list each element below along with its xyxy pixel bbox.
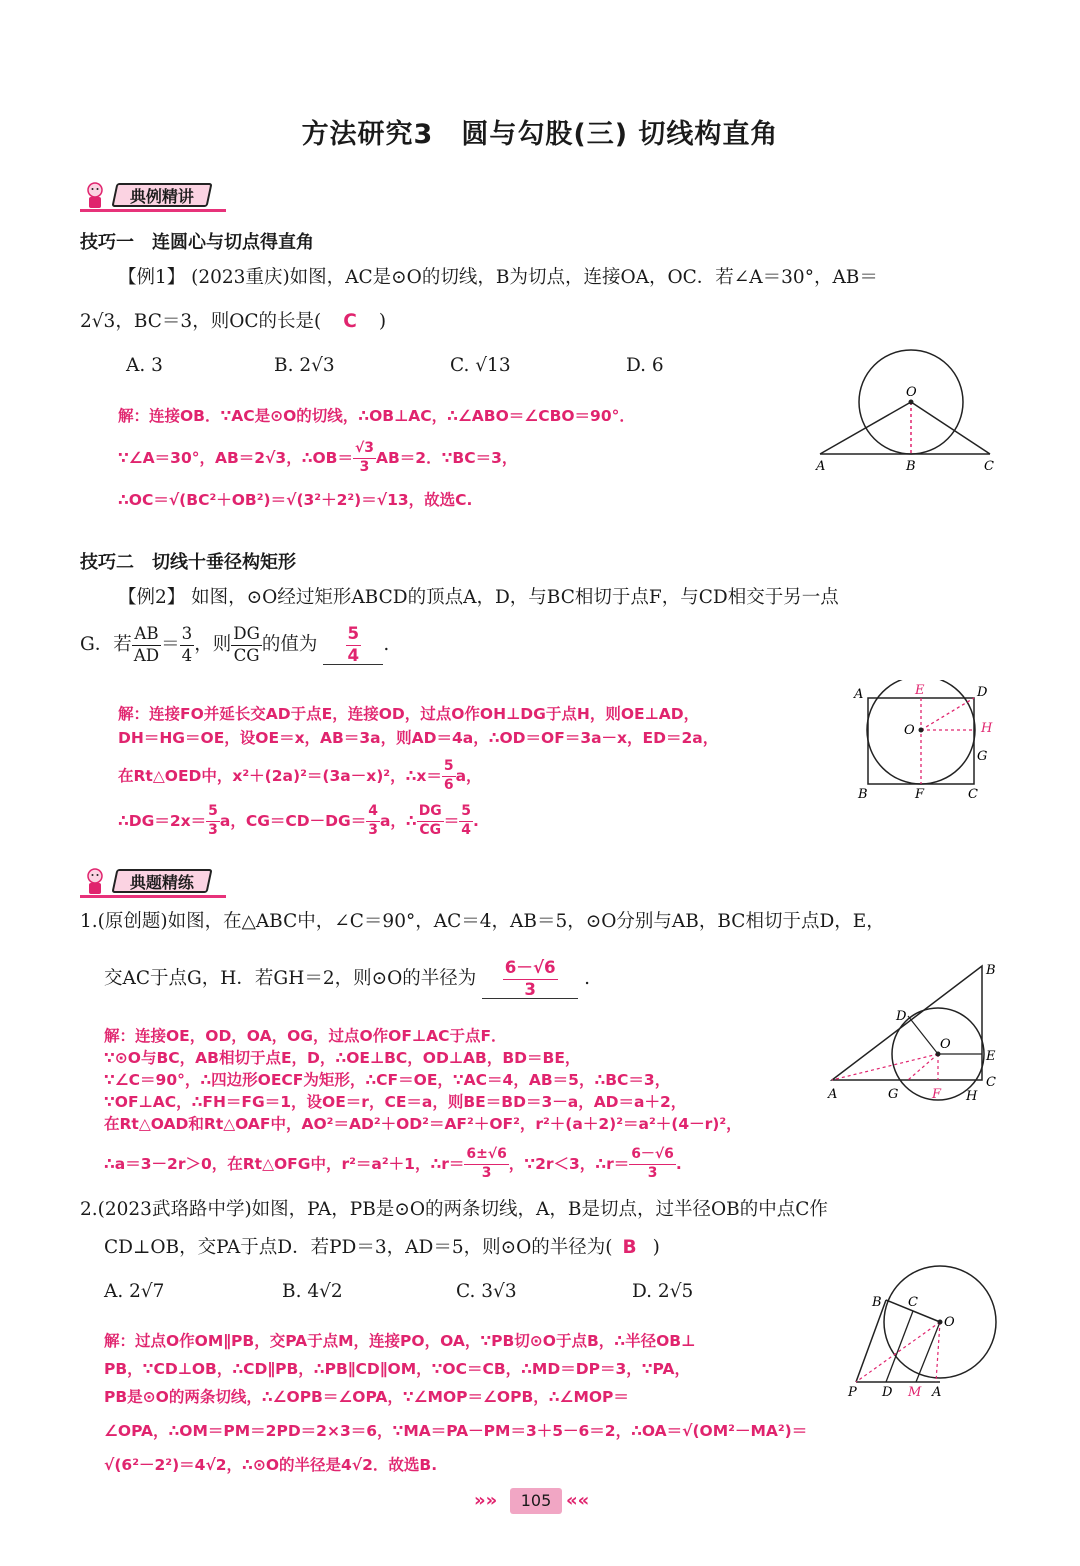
question2-line1: 2.(2023武珞路中学)如图，PA，PB是⊙O的两条切线，A，B是切点，过半径OB的中点C作 [80,1199,828,1220]
mascot-icon [80,866,110,896]
svg-text:O: O [904,723,915,738]
question1-answer: $\frac{6-√6}{3}$ [504,958,556,999]
example1-line2: 2√3，BC＝3，则OC的长是( C ) [80,311,387,332]
svg-text:E: E [915,683,925,698]
question2-option-b: B. 4√2 [282,1281,343,1302]
example1-solution-3: ∴OC＝√(BC²＋OB²)＝√(3²＋2²)＝√13，故选C. [118,491,473,509]
label-o: O [906,385,917,400]
svg-text:A: A [828,1087,838,1102]
tangent-pb [856,1300,886,1382]
svg-text:D: D [896,1009,907,1024]
segment-oc [911,402,990,454]
question2-answer: B [622,1237,637,1258]
svg-text:C: C [968,787,978,802]
question2-option-d: D. 2√5 [632,1281,694,1302]
svg-text:C: C [986,1075,996,1090]
question1-solution-3: ∵∠C＝90°，∴四边形OECF为矩形，∴CF＝OE，∵AC＝4，AB＝5，∴BC＝3， [104,1071,671,1089]
example2-solution-2: DH＝HG＝OE，设OE＝x，AB＝3a，则AD＝4a，∴OD＝OF＝3a－x，ED＝2a， [118,729,719,747]
page-number: 105 [510,1488,562,1514]
label-a: A [816,459,826,474]
mascot-icon [80,180,110,210]
figure-example1 [810,340,1000,480]
question2-option-c: C. 3√3 [456,1281,517,1302]
segment-oa [820,402,911,454]
section-banner-practice [80,866,226,896]
example1-option-a: A. 3 [126,355,163,376]
question2-solution-1: 解：过点O作OM∥PB，交PA于点M，连接PO，OA，∵PB切⊙O于点B，∴半径OB⊥ [104,1332,696,1350]
svg-text:P: P [848,1385,857,1400]
svg-text:G: G [888,1087,899,1102]
question2-solution-5: √(6²－2²)＝4√2，∴⊙O的半径是4√2．故选B. [104,1456,438,1474]
svg-text:D: D [977,685,988,700]
svg-text:D: D [882,1385,893,1400]
question1-solution-5: 在Rt△OAD和Rt△OAF中，AO²＝AD²＋OD²＝AF²＋OF²，r²＋(a＋2)²＝a²＋(4－r)²， [104,1115,742,1133]
page-arrows-left-icon: »» [474,1490,498,1511]
page-title: 方法研究3 圆与勾股(三) 切线构直角 [301,119,779,150]
banner-label: 典题精练 [130,872,195,892]
svg-text:F: F [932,1087,942,1102]
example1-solution-2: ∵∠A＝30°，AB＝2√3，∴OB＝ $\frac{√3}{3}$ AB＝2．∵BC＝3， [118,440,518,475]
question2-solution-4: ∠OPA，∴OM＝PM＝2PD＝2×3＝6，∵MA＝PA－PM＝3＋5－6＝2，∴OA＝√(OM²－MA²)＝ [104,1422,808,1440]
example1-option-b: B. 2√3 [274,355,335,376]
example1-solution-1: 解：连接OB．∵AC是⊙O的切线，∴OB⊥AC，∴∠ABO＝∠CBO＝90°． [118,407,635,425]
svg-text:F: F [915,787,925,802]
example2-solution-3: 在Rt△OED中，x²＋(2a)²＝(3a－x)²，∴x＝ $\frac{5}{6}$ a， [118,758,482,793]
example2-solution-4: ∴DG＝2x＝ $\frac{5}{3}$ a，CG＝CD－DG＝ $\frac{4}{3}$ a，∴ $\frac{DG}{CG}$ ＝ $\frac{5}{4}$ . [118,803,479,838]
example1-option-c: C. √13 [450,355,511,376]
skill-heading-2: 技巧二 切线十垂径构矩形 [80,552,296,573]
figure-question2 [838,1260,1008,1400]
question1-solution-4: ∵OF⊥AC，∴FH＝FG＝1，设OE＝r，CE＝a，则BE＝BD＝3－a，AD＝a＋2， [104,1093,687,1111]
svg-text:O: O [940,1037,951,1052]
example2-answer: $\frac{5}{4}$ [347,624,360,665]
svg-text:A: A [932,1385,942,1400]
example2-solution-1: 解：连接FO并延长交AD于点E，连接OD，过点O作OH⊥DG于点H，则OE⊥AD， [118,705,700,723]
page-arrows-right-icon: «« [566,1490,590,1511]
question1-solution-1: 解：连接OE，OD，OA，OG，过点O作OF⊥AC于点F． [104,1027,507,1045]
label-c: C [984,459,994,474]
svg-text:O: O [944,1315,955,1330]
question1-line2: 交AC于点G，H．若GH＝2，则⊙O的半径为 $\frac{6-√6}{3}$ . [104,958,591,999]
question1-solution-2: ∵⊙O与BC，AB相切于点E，D，∴OE⊥BC，OD⊥AB，BD＝BE， [104,1049,581,1067]
svg-text:B: B [986,963,996,978]
figure-example2 [850,680,1000,805]
svg-text:B: B [858,787,868,802]
skill-heading-1: 技巧一 连圆心与切点得直角 [80,232,314,253]
svg-text:H: H [981,721,993,736]
svg-text:C: C [908,1295,918,1310]
question1-solution-6: ∴a＝3－2r＞0，在Rt△OFG中，r²＝a²＋1，∴r＝ $\frac{6\pm√6}{3}$ ，∵2r＜3，∴r＝ $\frac{6-√6}{3}$ . [104,1146,682,1181]
example1-line1: 【例1】 (2023重庆)如图，AC是⊙O的切线，B为切点，连接OA，OC．若∠A＝30°，AB＝ [118,267,878,288]
triangle-abc [832,966,982,1080]
svg-text:E: E [986,1049,996,1064]
question2-option-a: A. 2√7 [104,1281,165,1302]
svg-text:M: M [908,1385,922,1400]
example2-line2: G．若 $\frac{AB}{AD}$ ＝ $\frac{3}{4}$ ，则 $\frac{DG}{CG}$ 的值为 $\frac{5}{4}$ . [80,624,390,665]
banner-label: 典例精讲 [130,186,195,206]
svg-text:G: G [977,749,988,764]
example1-option-d: D. 6 [626,355,664,376]
svg-text:A: A [854,687,864,702]
section-banner-examples [80,180,226,210]
svg-text:H: H [966,1089,978,1104]
question1-line1: 1.(原创题)如图，在△ABC中，∠C＝90°，AC＝4，AB＝5，⊙O分别与AB，BC相切于点D，E， [80,911,885,932]
question2-solution-2: PB，∵CD⊥OB，∴CD∥PB，∴PB∥CD∥OM，∵OC＝CB，∴MD＝DP＝3，∵PA， [104,1360,690,1378]
figure-question1 [820,958,1010,1108]
example2-line1: 【例2】 如图，⊙O经过矩形ABCD的顶点A，D，与BC相切于点F，与CD相交于另一点 [118,587,839,608]
label-b: B [906,459,916,474]
question2-solution-3: PB是⊙O的两条切线，∴∠OPB＝∠OPA，∵∠MOP＝∠OPB，∴∠MOP＝ [104,1388,629,1406]
example1-answer: C [343,311,357,332]
question2-line2: CD⊥OB，交PA于点D．若PD＝3，AD＝5，则⊙O的半径为( B ) [104,1237,660,1258]
svg-text:B: B [872,1295,882,1310]
